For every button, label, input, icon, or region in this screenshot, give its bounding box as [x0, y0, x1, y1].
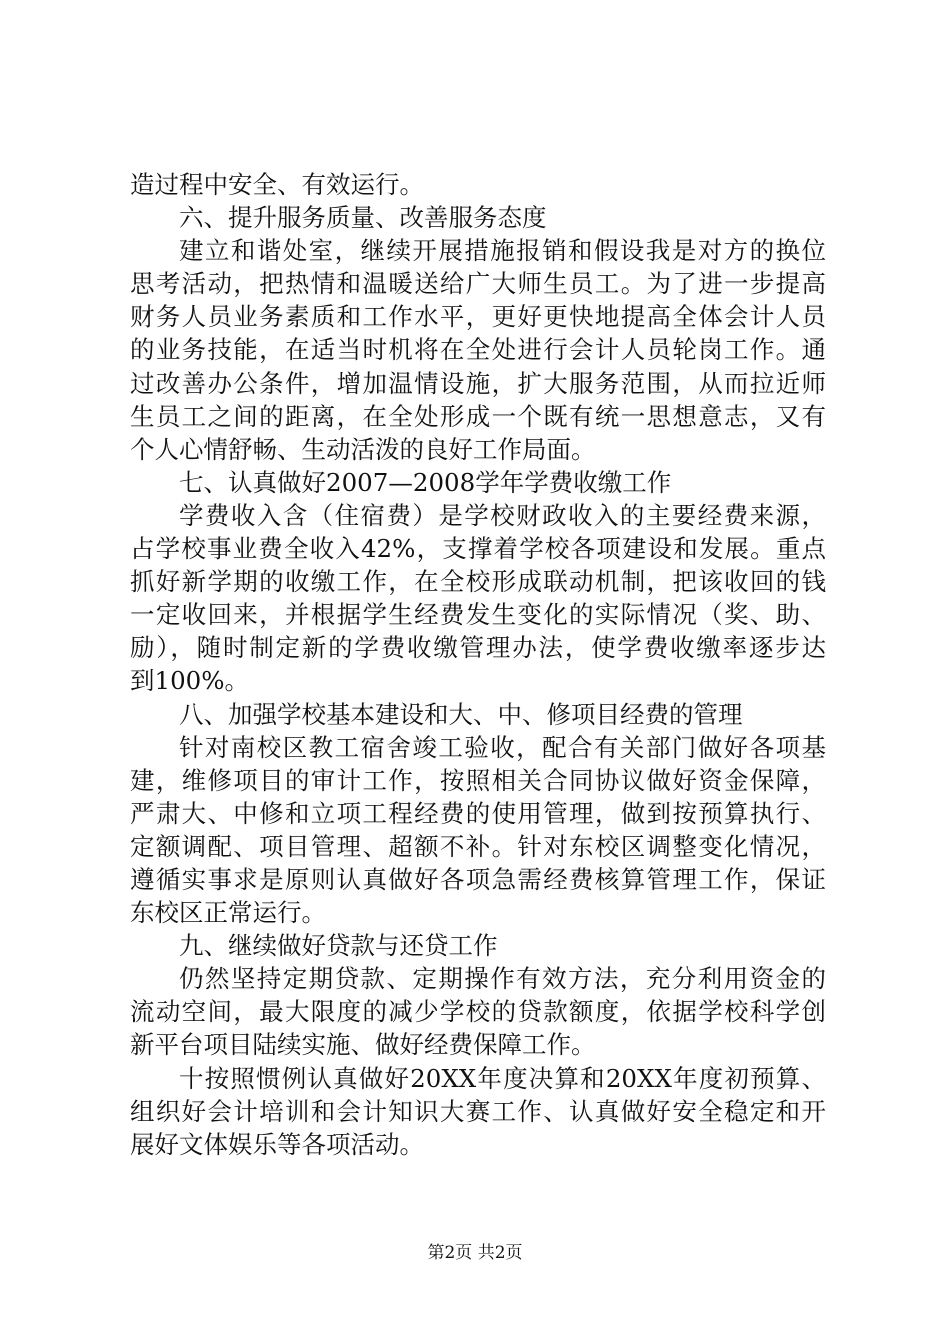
paragraph-line: 造过程中安全、有效运行。	[130, 170, 424, 199]
paragraph-line: 组织好会计培训和会计知识大赛工作、认真做好安全稳定和开	[130, 1096, 826, 1126]
paragraph-line: 定额调配、项目管理、超额不补。针对东校区调整变化情况，	[130, 831, 826, 861]
paragraph-line: 东校区正常运行。	[130, 898, 326, 928]
paragraph-line: 到100%。	[130, 666, 250, 696]
paragraph-line: 个人心情舒畅、生动活泼的良好工作局面。	[130, 434, 596, 464]
paragraph-line: 十按照惯例认真做好20XX年度决算和20XX年度初预算、	[179, 1063, 826, 1093]
paragraph-line: 的业务技能，在适当时机将在全处进行会计人员轮岗工作。通	[130, 335, 826, 365]
section-heading: 九、继续做好贷款与还贷工作	[179, 931, 498, 961]
section-heading: 七、认真做好2007—2008学年学费收缴工作	[179, 467, 672, 497]
section-heading: 八、加强学校基本建设和大、中、修项目经费的管理	[179, 699, 743, 729]
section-heading: 六、提升服务质量、改善服务态度	[179, 203, 547, 233]
paragraph-line: 一定收回来，并根据学生经费发生变化的实际情况（奖、助、	[130, 600, 826, 630]
paragraph-line: 流动空间，最大限度的减少学校的贷款额度，依据学校科学创	[130, 997, 826, 1027]
paragraph-line: 生员工之间的距离，在全处形成一个既有统一思想意志，又有	[130, 401, 826, 431]
paragraph-line: 抓好新学期的收缴工作，在全校形成联动机制，把该收回的钱	[130, 567, 826, 597]
paragraph-line: 遵循实事求是原则认真做好各项急需经费核算管理工作，保证	[130, 864, 826, 894]
paragraph-line: 严肃大、中修和立项工程经费的使用管理，做到按预算执行、	[130, 798, 826, 828]
paragraph-line: 新平台项目陆续实施、做好经费保障工作。	[130, 1030, 596, 1060]
paragraph-line: 建立和谐处室，继续开展措施报销和假设我是对方的换位	[179, 236, 826, 266]
paragraph-line: 仍然坚持定期贷款、定期操作有效方法，充分利用资金的	[179, 964, 826, 994]
page-footer: 第2页 共2页	[427, 1243, 523, 1263]
paragraph-line: 励），随时制定新的学费收缴管理办法，使学费收缴率逐步达	[130, 633, 826, 663]
paragraph-line: 建，维修项目的审计工作，按照相关合同协议做好资金保障，	[130, 765, 826, 795]
paragraph-line: 财务人员业务素质和工作水平，更好更快地提高全体会计人员	[130, 302, 826, 332]
document-body	[130, 168, 826, 1161]
paragraph-line: 思考活动，把热情和温暖送给广大师生员工。为了进一步提高	[130, 269, 826, 299]
paragraph-line: 占学校事业费全收入42%，支撑着学校各项建设和发展。重点	[130, 534, 826, 564]
paragraph-line: 过改善办公条件，增加温情设施，扩大服务范围，从而拉近师	[130, 368, 826, 398]
paragraph-line: 针对南校区教工宿舍竣工验收，配合有关部门做好各项基	[179, 732, 826, 762]
paragraph-line: 展好文体娱乐等各项活动。	[130, 1129, 424, 1159]
paragraph-line: 学费收入含（住宿费）是学校财政收入的主要经费来源，	[179, 500, 826, 530]
